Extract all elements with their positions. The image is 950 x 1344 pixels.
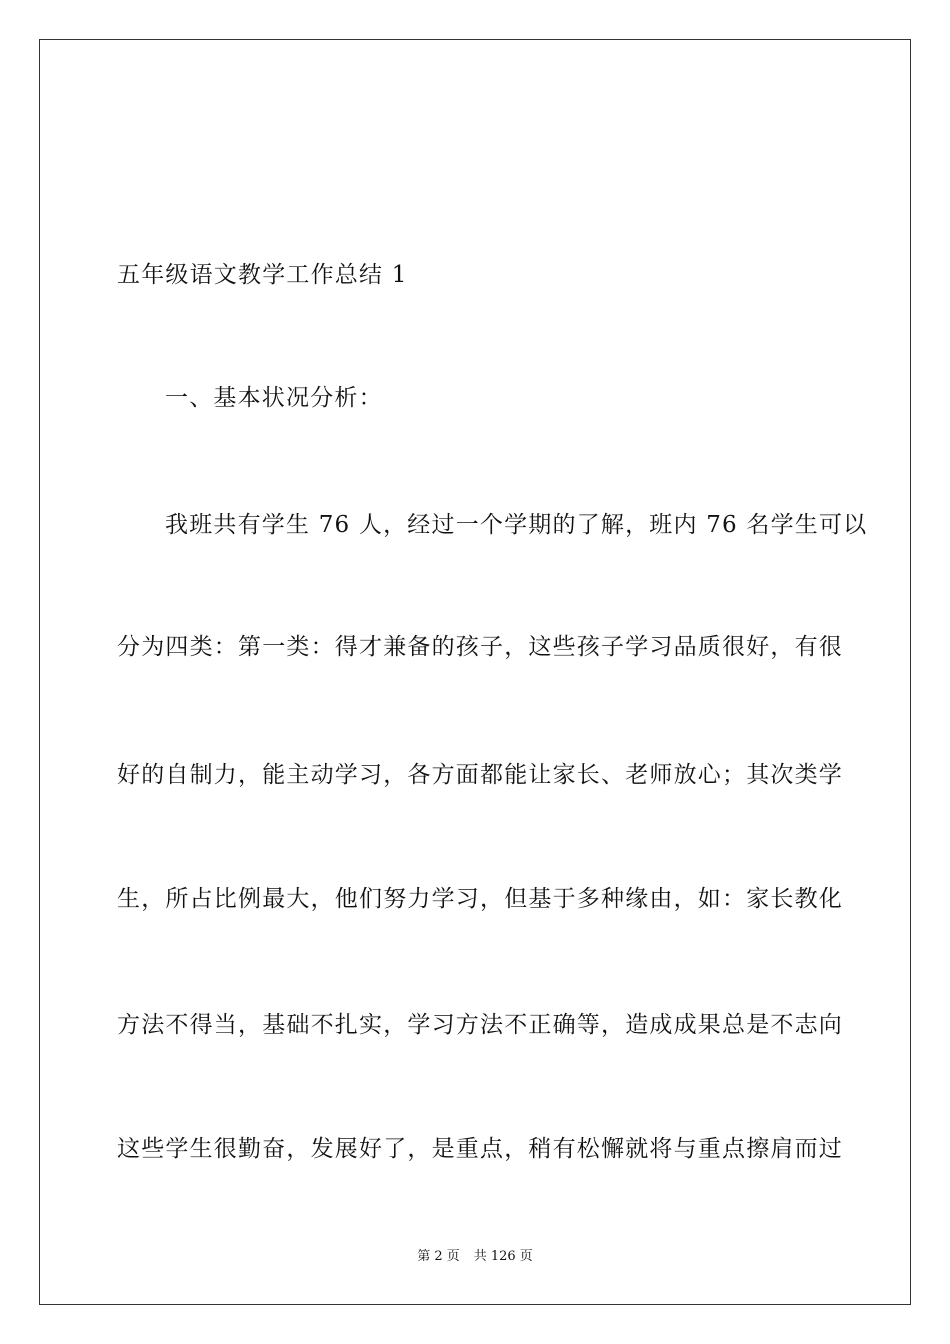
page-footer: [0, 1248, 950, 1266]
page-border: [39, 39, 911, 1305]
paragraph-line: 我班共有学生 76 人，经过一个学期的了解，班内 76 名学生可以: [165, 512, 868, 538]
section-heading: 一、基本状况分析：: [165, 385, 383, 411]
paragraph-line: 生，所占比例最大，他们努力学习，但基于多种缘由，如：家长教化: [117, 886, 843, 912]
page-total: 共 126 页: [473, 1249, 533, 1264]
paragraph-line: 好的自制力，能主动学习，各方面都能让家长、老师放心；其次类学: [117, 762, 843, 788]
paragraph-line: 分为四类：第一类：得才兼备的孩子，这些孩子学习品质很好，有很: [117, 634, 843, 660]
document-title: 五年级语文教学工作总结 1: [117, 262, 408, 288]
paragraph-line: 方法不得当，基础不扎实，学习方法不正确等，造成成果总是不志向: [117, 1012, 843, 1038]
paragraph-line: 这些学生很勤奋，发展好了，是重点，稍有松懈就将与重点擦肩而过: [117, 1136, 843, 1162]
page-number: 第 2 页: [417, 1249, 460, 1264]
